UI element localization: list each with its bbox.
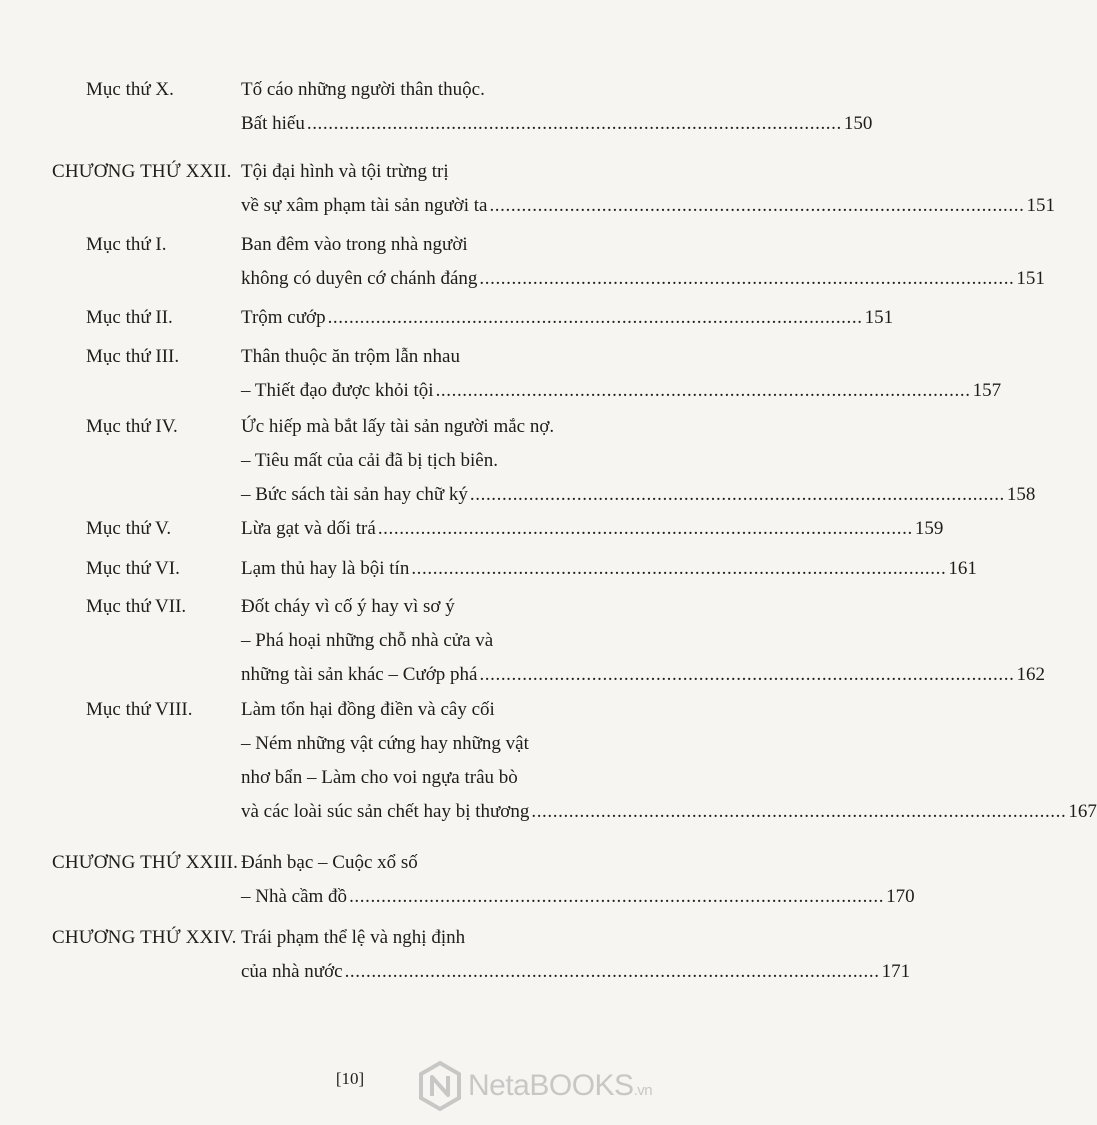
section-label: Mục thứ II. bbox=[86, 307, 173, 328]
entry-title-line: Thân thuộc ăn trộm lẫn nhau bbox=[241, 346, 460, 367]
dot-leader: .................................................................................................... bbox=[306, 113, 842, 134]
section-label: Mục thứ VI. bbox=[86, 558, 180, 579]
entry-title-line bbox=[241, 478, 1036, 512]
entry-page-number: 159 bbox=[914, 518, 944, 539]
entry-page-number: 151 bbox=[1016, 268, 1045, 289]
page-number: [10] bbox=[335, 1069, 365, 1088]
entry-page-number: 170 bbox=[886, 886, 915, 907]
entry-title-text: Lừa gạt và dối trá bbox=[241, 518, 376, 539]
watermark-suffix: .vn bbox=[633, 1082, 653, 1099]
entry-title-line: Đốt cháy vì cố ý hay vì sơ ý bbox=[241, 596, 455, 617]
section-label: Mục thứ III. bbox=[86, 346, 180, 367]
chapter-label: CHƯƠNG THỨ XXIV. bbox=[52, 927, 237, 948]
entry-title-text: về sự xâm phạm tài sản người ta bbox=[241, 195, 488, 216]
watermark-text bbox=[468, 1069, 652, 1103]
entry-title-line bbox=[241, 301, 894, 335]
chapter-label: CHƯƠNG THỨ XXIII. bbox=[52, 852, 239, 873]
entry-page-number: 167 bbox=[1068, 801, 1097, 822]
entry-title-line bbox=[241, 552, 977, 586]
entry-title-line: Tội đại hình và tội trừng trị bbox=[241, 161, 449, 182]
entry-title-line: – Tiêu mất của cải đã bị tịch biên. bbox=[241, 450, 498, 471]
dot-leader: .................................................................................................... bbox=[489, 195, 1025, 216]
entry-page-number: 157 bbox=[972, 380, 1002, 401]
dot-leader: .................................................................................................... bbox=[411, 558, 947, 579]
netabooks-logo-icon bbox=[418, 1061, 462, 1111]
entry-title-line: Trái phạm thể lệ và nghị định bbox=[241, 927, 466, 948]
section-label: Mục thứ IV. bbox=[86, 416, 178, 437]
entry-title-line: Làm tổn hại đồng điền và cây cối bbox=[241, 699, 495, 720]
entry-title-line: Tố cáo những người thân thuộc. bbox=[241, 79, 485, 100]
entry-title-line bbox=[241, 795, 1097, 829]
entry-title-line: Đánh bạc – Cuộc xổ số bbox=[241, 852, 418, 873]
entry-title-text: Trộm cướp bbox=[241, 307, 326, 328]
dot-leader: .................................................................................................... bbox=[531, 801, 1067, 822]
entry-title-text: Bất hiếu bbox=[241, 113, 305, 134]
entry-title-line bbox=[241, 107, 873, 141]
entry-title-line bbox=[241, 262, 1045, 296]
entry-title-line: Ban đêm vào trong nhà người bbox=[241, 234, 468, 255]
entry-title-text: Lạm thủ hay là bội tín bbox=[241, 558, 410, 579]
entry-title-line bbox=[241, 189, 1055, 223]
entry-title-line bbox=[241, 880, 915, 914]
dot-leader: .................................................................................................... bbox=[349, 886, 885, 907]
section-label: Mục thứ VIII. bbox=[86, 699, 193, 720]
entry-title-line bbox=[241, 512, 944, 546]
entry-title-text: những tài sản khác – Cướp phá bbox=[241, 664, 478, 685]
entry-title-text: – Thiết đạo được khỏi tội bbox=[241, 380, 434, 401]
entry-title-text: của nhà nước bbox=[241, 961, 343, 982]
chapter-label: CHƯƠNG THỨ XXII. bbox=[52, 161, 232, 182]
section-label: Mục thứ I. bbox=[86, 234, 167, 255]
entry-title-text: – Bức sách tài sản hay chữ ký bbox=[241, 484, 468, 505]
dot-leader: .................................................................................................... bbox=[344, 961, 880, 982]
dot-leader: .................................................................................................... bbox=[479, 664, 1015, 685]
entry-title-line: Ức hiếp mà bắt lấy tài sản người mắc nợ. bbox=[241, 416, 555, 437]
entry-title-text: và các loài súc sản chết hay bị thương bbox=[241, 801, 530, 822]
watermark bbox=[418, 1058, 652, 1114]
entry-title-line bbox=[241, 658, 1045, 692]
entry-page-number: 162 bbox=[1016, 664, 1045, 685]
dot-leader: .................................................................................................... bbox=[469, 484, 1005, 505]
entry-page-number: 158 bbox=[1006, 484, 1036, 505]
dot-leader: .................................................................................................... bbox=[435, 380, 971, 401]
entry-page-number: 161 bbox=[948, 558, 977, 579]
entry-page-number: 151 bbox=[864, 307, 894, 328]
section-label: Mục thứ V. bbox=[86, 518, 172, 539]
watermark-brand: NetaBOOKS bbox=[468, 1069, 634, 1102]
entry-title-line bbox=[241, 374, 1002, 408]
entry-title-line: – Phá hoại những chỗ nhà cửa và bbox=[241, 630, 494, 651]
entry-page-number: 151 bbox=[1026, 195, 1055, 216]
dot-leader: .................................................................................................... bbox=[377, 518, 913, 539]
dot-leader: .................................................................................................... bbox=[327, 307, 863, 328]
entry-title-line: – Ném những vật cứng hay những vật bbox=[241, 733, 529, 754]
entry-title-line: nhơ bẩn – Làm cho voi ngựa trâu bò bbox=[241, 767, 518, 788]
entry-title-text: không có duyên cớ chánh đáng bbox=[241, 268, 478, 289]
entry-title-line bbox=[241, 955, 911, 989]
section-label: Mục thứ X. bbox=[86, 79, 174, 100]
dot-leader: .................................................................................................... bbox=[479, 268, 1015, 289]
entry-page-number: 171 bbox=[881, 961, 911, 982]
entry-title-text: – Nhà cầm đồ bbox=[241, 886, 348, 907]
entry-page-number: 150 bbox=[843, 113, 873, 134]
section-label: Mục thứ VII. bbox=[86, 596, 187, 617]
